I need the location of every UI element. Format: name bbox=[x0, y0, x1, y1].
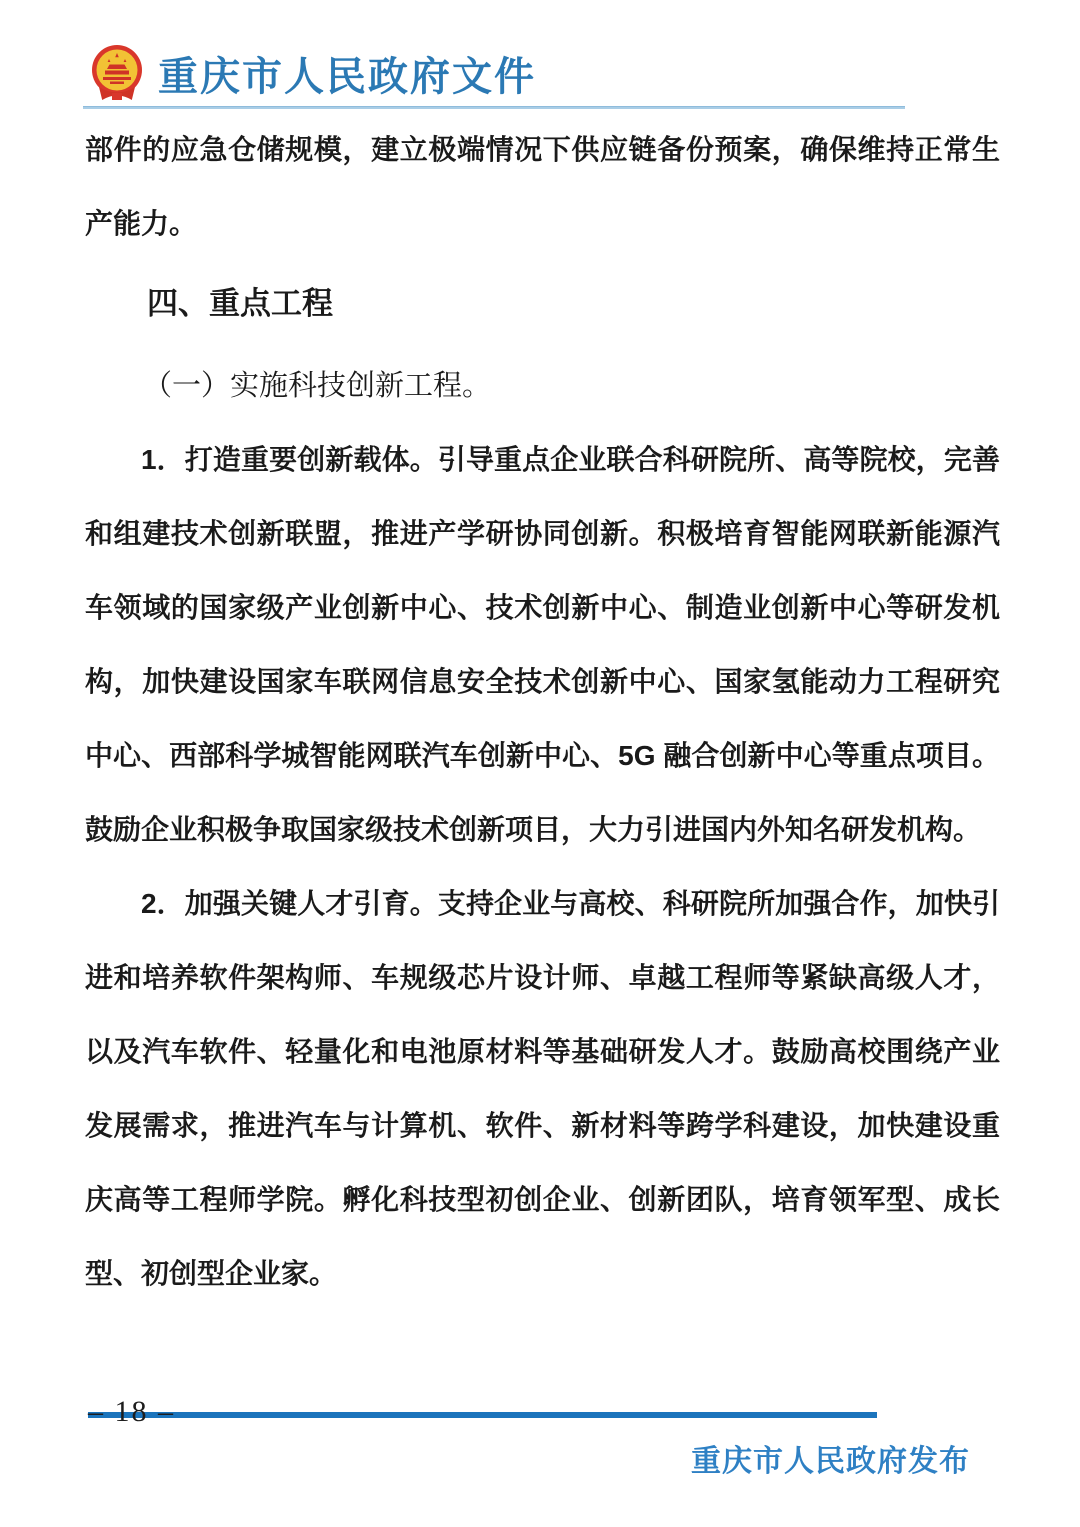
page-number: – 18 – bbox=[88, 1395, 175, 1428]
paragraph-1: 1．打造重要创新载体。引导重点企业联合科研院所、高等院校，完善和组建技术创新联盟，推进产学研协同创新。积极培育智能网联新能源汽车领域的国家级产业创新中心、技术创新中心、制造业创新中心等研发机构，加快建设国家车联网信息安全技术创新中心、国家氢能动力工程研究中心、西部科学城智能网联汽车创新中心、5G 融合创新中心等重点项目。鼓励企业积极争取国家级技术创新项目，大力引进国内外知名研发机构。 bbox=[85, 444, 1000, 845]
sub-heading: （一）实施科技创新工程。 bbox=[143, 370, 492, 402]
publisher-label: 重庆市人民政府发布 bbox=[691, 1445, 970, 1478]
section-heading: 四、重点工程 bbox=[147, 286, 333, 321]
header-row bbox=[88, 44, 1080, 102]
paragraph-2: 2．加强关键人才引育。支持企业与高校、科研院所加强合作，加快引进和培养软件架构师、车规级芯片设计师、卓越工程师等紧缺高级人才，以及汽车软件、轻量化和电池原材料等基础研发人才。鼓励高校围绕产业发展需求，推进汽车与计算机、软件、新材料等跨学科建设，加快建设重庆高等工程师学院。孵化科技型初创企业、创新团队，培育领军型、成长型、初创型企业家。 bbox=[85, 888, 1000, 1289]
document-header-title: 重庆市人民政府文件 bbox=[158, 53, 536, 99]
document-header bbox=[0, 0, 1080, 109]
paragraph-continuation: 部件的应急仓储规模，建立极端情况下供应链备份预案，确保维持正常生产能力。 bbox=[85, 134, 1000, 239]
footer-divider bbox=[88, 1412, 877, 1418]
china-national-emblem-icon bbox=[88, 44, 146, 102]
document-body bbox=[0, 109, 1080, 1311]
header-divider bbox=[83, 106, 905, 109]
